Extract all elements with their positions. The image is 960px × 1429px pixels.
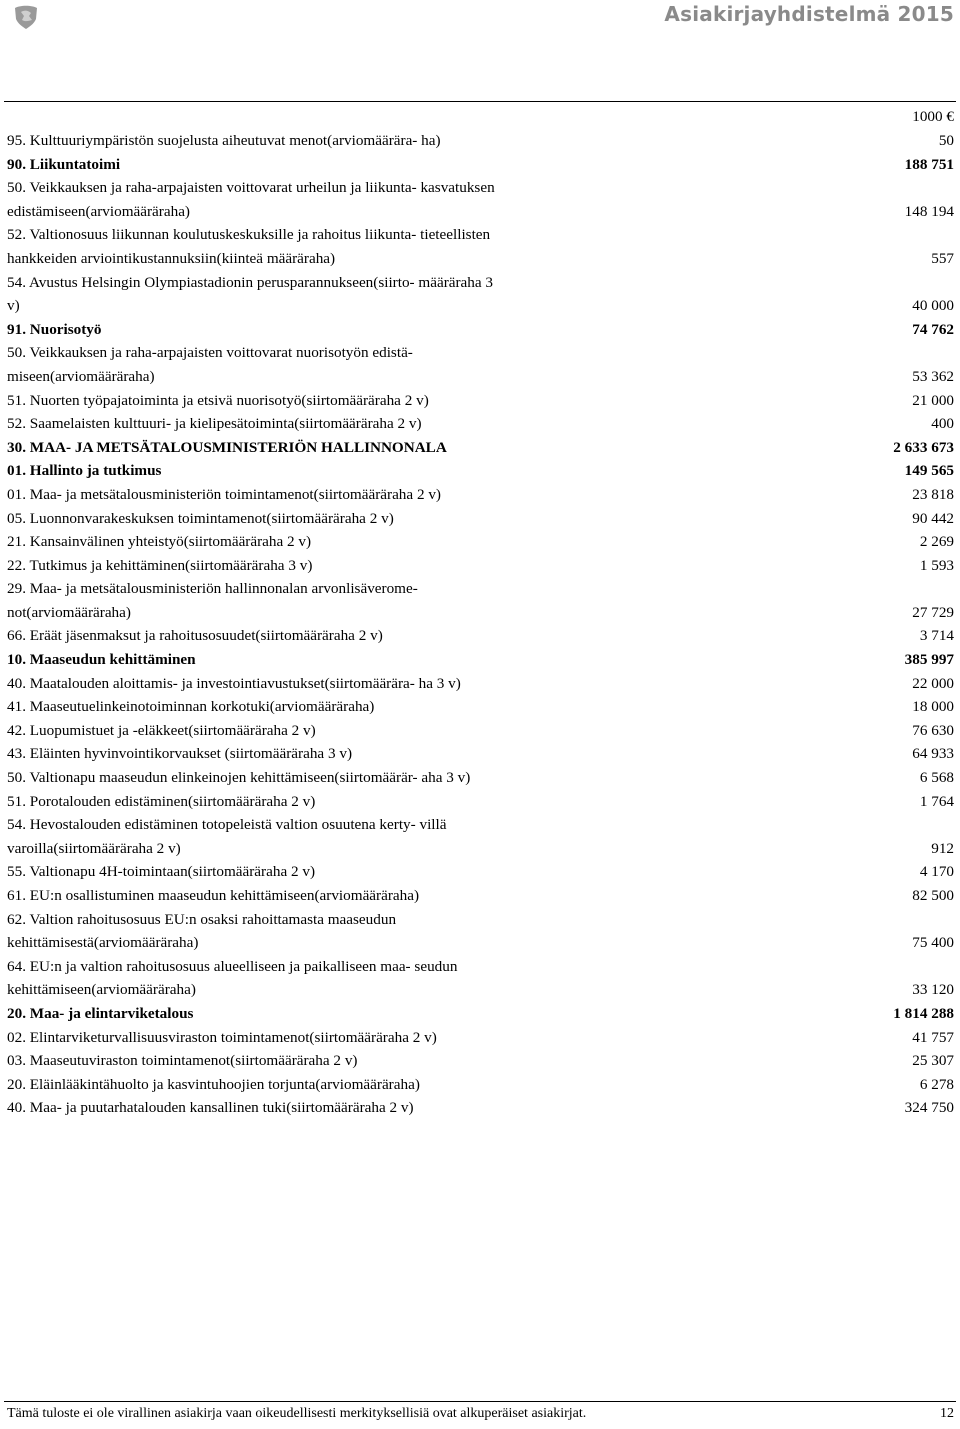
row-value: 21 000: [912, 391, 954, 409]
row-value: 3 714: [919, 627, 954, 645]
table-row: [0, 412, 960, 436]
row-label: 10. Maaseudun kehittäminen: [7, 651, 196, 669]
table-row: [0, 507, 960, 531]
row-value: 41 757: [912, 1028, 954, 1046]
row-label: 50. Valtionapu maaseudun elinkeinojen kehittämiseen(siirtomäärär- aha 3 v): [7, 769, 471, 787]
table-row: [0, 1049, 960, 1073]
row-value: 6 278: [919, 1075, 954, 1093]
row-label: 05. Luonnonvarakeskuksen toimintamenot(siirtomääräraha 2 v): [7, 509, 394, 527]
row-label: 01. Maa- ja metsätalousministeriön toimintamenot(siirtomääräraha 2 v): [7, 485, 441, 503]
table-row: [0, 483, 960, 507]
row-value: 90 442: [912, 509, 954, 527]
row-value: 912: [931, 839, 954, 857]
table-row: [0, 742, 960, 766]
row-label: 30. MAA- JA METSÄTALOUSMINISTERIÖN HALLINNONALA: [7, 438, 447, 456]
row-label: 29. Maa- ja metsätalousministeriön hallinnonalan arvonlisäverome- not(arviomääräraha): [7, 580, 418, 621]
row-value: 2 269: [919, 533, 954, 551]
table-row-heading: [0, 648, 960, 672]
table-row-heading: [0, 318, 960, 342]
table-row-heading: [0, 459, 960, 483]
table-row: [0, 860, 960, 884]
row-label: 01. Hallinto ja tutkimus: [7, 462, 162, 480]
table-row: [0, 577, 960, 624]
disclaimer-text: Tämä tuloste ei ole virallinen asiakirja vaan oikeudellisesti merkityksellisiä ovat alkuperäiset asiakirjat.: [7, 1406, 587, 1421]
row-value: 50: [938, 132, 954, 149]
table-row: [0, 790, 960, 814]
table-row: [0, 341, 960, 388]
table-row: [0, 530, 960, 554]
row-value: 53 362: [912, 367, 954, 385]
row-value: 76 630: [912, 721, 954, 739]
row-label: 43. Eläinten hyvinvointikorvaukset (siirtomääräraha 3 v): [7, 745, 352, 763]
row-value: 324 750: [904, 1099, 954, 1117]
row-value: 23 818: [912, 485, 954, 503]
table-row: [0, 176, 960, 223]
table-row: [0, 672, 960, 696]
row-label: 50. Veikkauksen ja raha-arpajaisten voittovarat urheilun ja liikunta- kasvatuksen edistämiseen(arviomääräraha): [7, 179, 495, 220]
row-value: 22 000: [912, 674, 954, 692]
table-row: [0, 1026, 960, 1050]
row-label: 41. Maaseutuelinkeinotoiminnan korkotuki(arviomääräraha): [7, 698, 375, 716]
row-label: 54. Avustus Helsingin Olympiastadionin perusparannukseen(siirto- määräraha 3 v): [7, 273, 494, 315]
table-row: [0, 884, 960, 908]
row-label: 52. Saamelaisten kulttuuri- ja kielipesätoiminta(siirtomääräraha 2 v): [7, 415, 422, 433]
table-row-heading: [0, 153, 960, 177]
row-label: 40. Maa- ja puutarhatalouden kansallinen tuki(siirtomääräraha 2 v): [7, 1099, 414, 1117]
table-row: [0, 1096, 960, 1120]
row-value: 6 568: [919, 769, 954, 787]
table-row: [0, 695, 960, 719]
row-label: 66. Eräät jäsenmaksut ja rahoitusosuudet(siirtomääräraha 2 v): [7, 627, 383, 645]
table-row: [0, 1073, 960, 1097]
table-row: [0, 955, 960, 1002]
row-value: 2 633 673: [893, 438, 954, 456]
table-row-heading: [0, 436, 960, 460]
row-value: 33 120: [912, 981, 954, 999]
row-label: 55. Valtionapu 4H-toimintaan(siirtomääräraha 2 v): [7, 863, 316, 881]
table-row: [0, 271, 960, 318]
budget-table: [0, 104, 960, 1120]
row-label: 20. Eläinlääkintähuolto ja kasvintuhoojien torjunta(arviomääräraha): [7, 1075, 420, 1093]
row-value: 148 194: [904, 202, 954, 220]
table-row-heading: [0, 1002, 960, 1026]
row-value: 27 729: [912, 603, 954, 621]
row-value: 74 762: [912, 320, 954, 338]
row-value: 40 000: [912, 297, 954, 315]
row-label: 61. EU:n osallistuminen maaseudun kehittämiseen(arviomääräraha): [7, 887, 420, 904]
row-value: 385 997: [904, 651, 954, 669]
row-label: 62. Valtion rahoitusosuus EU:n osaksi rahoittamasta maaseudun kehittämisestä(arviomääräraha): [7, 910, 397, 952]
row-value: 82 500: [912, 887, 954, 904]
row-value: 188 751: [904, 155, 954, 173]
page-header: [0, 0, 960, 80]
header-divider: [4, 101, 956, 102]
document-title: Asiakirjayhdistelmä 2015: [664, 2, 954, 26]
row-label: 03. Maaseutuviraston toimintamenot(siirtomääräraha 2 v): [7, 1052, 358, 1070]
table-row: [0, 223, 960, 270]
row-label: 64. EU:n ja valtion rahoitusosuus alueelliseen ja paikalliseen maa- seudun kehittämiseen(arviomääräraha): [7, 957, 458, 999]
row-label: 51. Porotalouden edistäminen(siirtomääräraha 2 v): [7, 792, 316, 810]
row-value: 149 565: [904, 462, 954, 480]
row-value: 1 593: [919, 556, 954, 574]
page-number: 12: [940, 1406, 954, 1421]
row-label: 50. Veikkauksen ja raha-arpajaisten voittovarat nuorisotyön edistä- miseen(arviomääräraha): [7, 344, 413, 385]
table-row: [0, 389, 960, 413]
row-label: 91. Nuorisotyö: [7, 320, 102, 338]
row-value: 25 307: [912, 1052, 954, 1070]
row-label: 20. Maa- ja elintarviketalous: [7, 1004, 194, 1022]
table-row: [0, 813, 960, 860]
row-label: 42. Luopumistuet ja -eläkkeet(siirtomääräraha 2 v): [7, 721, 316, 739]
table-row: [0, 766, 960, 790]
row-label: 21. Kansainvälinen yhteistyö(siirtomääräraha 2 v): [7, 533, 312, 551]
row-value: 18 000: [912, 698, 954, 716]
row-value: 1 814 288: [893, 1004, 954, 1022]
table-row: [0, 104, 960, 129]
row-value: 75 400: [912, 934, 954, 952]
footer-divider: [4, 1401, 956, 1402]
table-row: [0, 719, 960, 743]
row-label: 54. Hevostalouden edistäminen totopeleistä valtion osuutena kerty- villä varoilla(siirtomääräraha 2 v): [7, 816, 447, 857]
row-value: 400: [931, 415, 954, 433]
row-value: 4 170: [919, 863, 954, 881]
table-row: [0, 908, 960, 955]
row-label: 40. Maatalouden aloittamis- ja investointiavustukset(siirtomäärära- ha 3 v): [7, 674, 461, 692]
table-row: [0, 129, 960, 153]
row-label: 02. Elintarviketurvallisuusviraston toimintamenot(siirtomääräraha 2 v): [7, 1028, 437, 1046]
row-label: 90. Liikuntatoimi: [7, 155, 121, 173]
table-row: [0, 624, 960, 648]
row-label: 52. Valtionosuus liikunnan koulutuskeskuksille ja rahoitus liikunta- tieteellisten hankkeiden arviointikustannuksiin(kiinteä määräraha): [7, 226, 491, 267]
row-value: 1 764: [919, 792, 954, 810]
row-value: 1000 €: [912, 108, 954, 126]
row-value: 64 933: [912, 745, 954, 763]
row-label: 51. Nuorten työpajatoiminta ja etsivä nuorisotyö(siirtomääräraha 2 v): [7, 391, 429, 409]
row-label: 22. Tutkimus ja kehittäminen(siirtomääräraha 3 v): [7, 556, 313, 574]
row-label: 95. Kulttuuriympäristön suojelusta aiheutuvat menot(arviomäärära- ha): [7, 132, 441, 149]
row-value: 557: [931, 249, 954, 267]
table-row: [0, 554, 960, 578]
coat-of-arms-icon: [12, 4, 40, 30]
